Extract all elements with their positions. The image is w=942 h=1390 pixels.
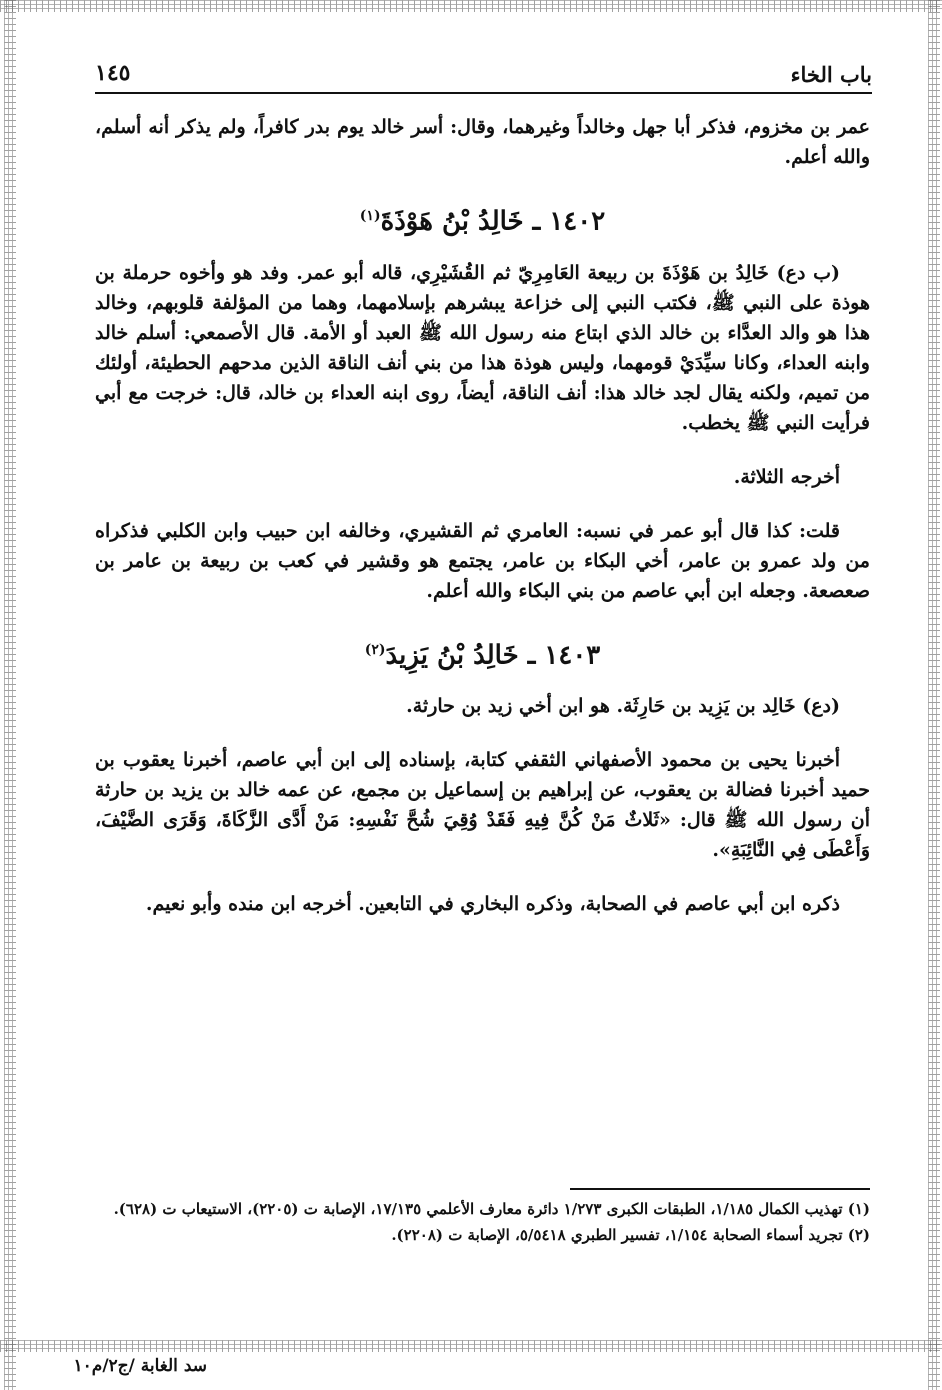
main-text	[95, 112, 870, 919]
decorative-border-bottom	[0, 1340, 942, 1352]
entry-1403-paragraph-2: أخبرنا يحيى بن محمود الأصفهاني الثقفي كتابة، بإسناده إلى ابن أبي عاصم، أخبرنا يعقوب بن حميد أخبرنا فضالة بن يعقوب، عن إبراهيم بن إسماعيل بن مجمع، عن عمه خالد بن يزيد بن حارثة أن رسول الله ﷺ قال: «ثَلاثٌ مَنْ كُنَّ فِيهِ فَقَدْ وُقِيَ شُحَّ نَفْسِهِ: مَنْ أَدَّى الزَّكَاةَ، وَقَرَى الضَّيْفَ، وَأَعْطَى فِي النَّائِبَةِ».	[95, 749, 870, 862]
footnote-marker: (١)	[359, 208, 381, 224]
decorative-border-left	[4, 0, 16, 1390]
entry-heading-1402	[95, 196, 870, 242]
entry-heading-1403	[95, 630, 870, 676]
entry-1402-paragraph-3: قلت: كذا قال أبو عمر في نسبه: العامري ثم القشيري، وخالفه ابن حبيب وابن الكلبي فذكراه من ولد عمرو بن عامر، أخي البكاء بن عامر، يجتمع هو وقشير في كعب بن ربيعة بن عامر بن صعصعة. وجعله ابن أبي عاصم من بني البكاء والله أعلم.	[95, 519, 870, 602]
footnotes	[95, 1196, 870, 1248]
page-number: ١٤٥	[95, 60, 131, 86]
entry-1402-paragraph-2: أخرجه الثلاثة.	[733, 465, 840, 488]
entry-1402-paragraph-1: (ب دع) خَالِدُ بن هَوْذَةَ بن ربيعة العَامِرِيّ ثم القُشَيْرِي، قاله أبو عمر. وفد هو وأخوه حرملة بن هوذة على النبي ﷺ، فكتب النبي إلى خزاعة يبشرهم بإسلامهما، وهما من المؤلفة قلوبهم، وخالد هذا هو والد العدَّاء بن خالد الذي ابتاع منه رسول الله ﷺ العبد أو الأمة. قال الأصمعي: أسلم خالد وابنه العداء، وكانا سيِّدَيْ قومهما، وليس هوذة هذا من بني أنف الناقة الذين مدحهم الحطيئة، أولئك من تميم، ولكنه يقال لجد خالد هذا: أنف الناقة، أيضاً، روى ابنه العداء بن خالد، قال: خرجت مع أبي فرأيت النبي ﷺ يخطب.	[95, 261, 870, 434]
decorative-border-top	[0, 0, 942, 12]
decorative-border-right	[928, 0, 940, 1390]
running-header	[95, 58, 872, 94]
footnote-1: (١) تهذيب الكمال ١/١٨٥، الطبقات الكبرى ١/٢٧٣ دائرة معارف الأعلمي ١٧/١٣٥، الإصابة ت (٢٢٠٥)، الاستيعاب ت (٦٢٨).	[113, 1200, 870, 1218]
entry-1403-paragraph-1: (دع) خَالِد بن يَزِيد بن حَارِثَة. هو ابن أخي زيد بن حارثة.	[406, 695, 840, 718]
entry-1403-paragraph-3: ذكره ابن أبي عاصم في الصحابة، وذكره البخاري في التابعين. أخرجه ابن منده وأبو نعيم.	[145, 893, 840, 916]
entry-heading-text: ١٤٠٣ ـ خَالِدُ بْنُ يَزِيدَ	[385, 640, 601, 671]
printer-signature: سد الغابة /ج٢/م١٠	[73, 1356, 207, 1376]
footnote-2: (٢) تجريد أسماء الصحابة ١/١٥٤، تفسير الطبري ٥/٥٤١٨، الإصابة ت (٢٢٠٨).	[391, 1226, 870, 1244]
chapter-title: باب الخاء	[790, 62, 872, 87]
footnote-separator	[570, 1188, 870, 1190]
entry-heading-text: ١٤٠٢ ـ خَالِدُ بْنُ هَوْذَةَ	[380, 206, 606, 237]
paragraph-continued: عمر بن مخزوم، فذكر أبا جهل وخالداً وغيرهما، وقال: أسر خالد يوم بدر كافراً، ولم يذكر أنه أسلم، والله أعلم.	[95, 116, 870, 168]
footnote-marker: (٢)	[364, 641, 386, 658]
